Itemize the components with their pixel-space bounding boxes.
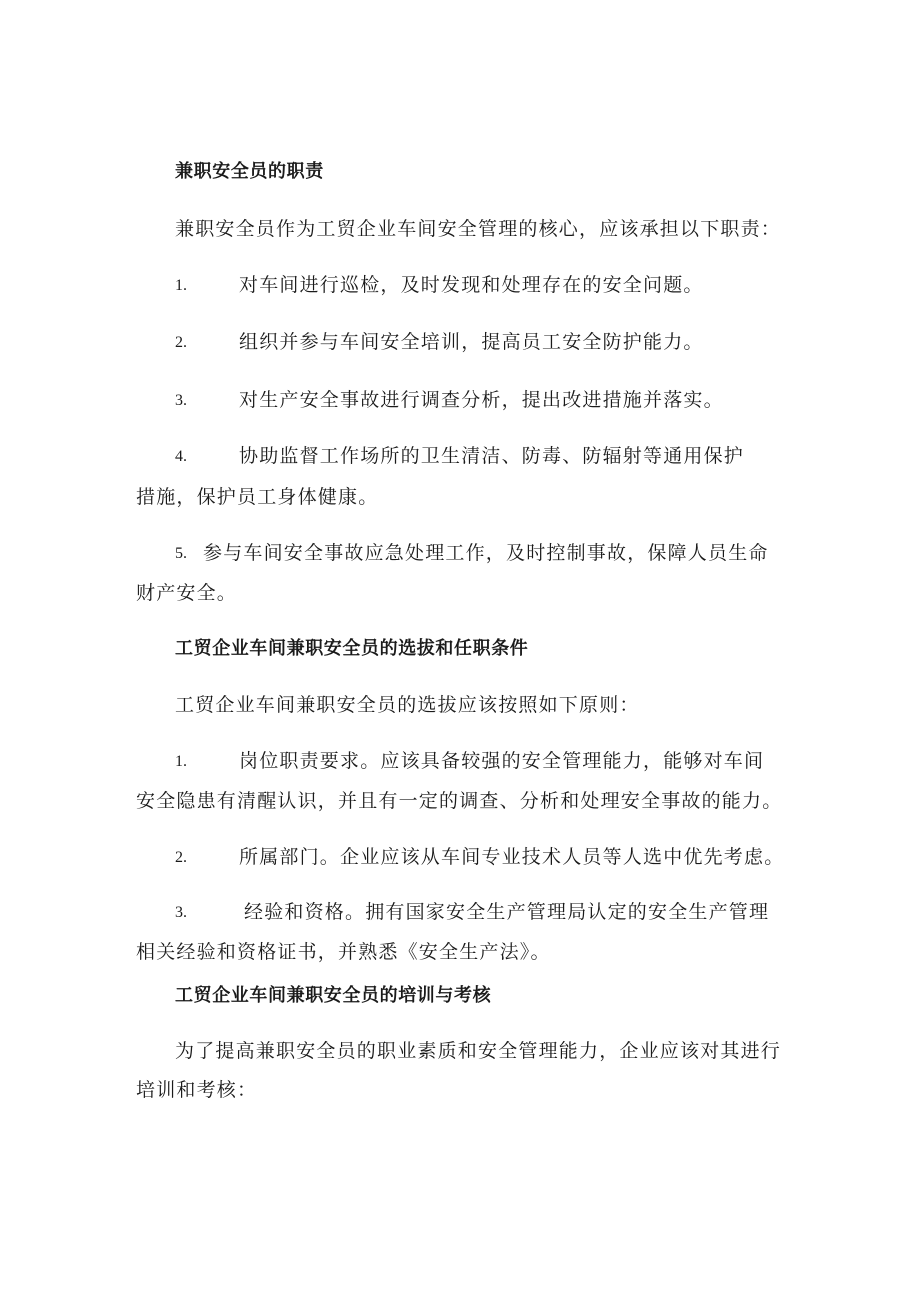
list-item-text: 协助监督工作场所的卫生清洁、防毒、防辐射等通用保护 xyxy=(239,445,745,467)
list-item-number: 4. xyxy=(175,448,187,465)
section-heading-training: 工贸企业车间兼职安全员的培训与考核 xyxy=(175,985,492,1006)
section-intro-selection: 工贸企业车间兼职安全员的选拔应该按照如下原则： xyxy=(175,694,640,716)
list-item-text: 经验和资格。拥有国家安全生产管理局认定的安全生产管理 xyxy=(244,901,770,923)
list-item-number: 1. xyxy=(175,753,187,770)
list-item-text: 组织并参与车间安全培训，提高员工安全防护能力。 xyxy=(239,331,704,353)
section-intro-duties: 兼职安全员作为工贸企业车间安全管理的核心，应该承担以下职责： xyxy=(175,218,782,240)
list-item-text: 所属部门。企业应该从车间专业技术人员等人选中优先考虑。 xyxy=(239,846,785,868)
list-item-text: 对生产安全事故进行调查分析，提出改进措施并落实。 xyxy=(239,389,724,411)
list-item-text: 对车间进行巡检，及时发现和处理存在的安全问题。 xyxy=(239,274,704,296)
list-item-number: 3. xyxy=(175,392,187,409)
list-item-text: 参与车间安全事故应急处理工作，及时控制事故，保障人员生命 xyxy=(203,542,769,564)
list-item-number: 1. xyxy=(175,277,187,294)
list-item-number: 2. xyxy=(175,334,187,351)
list-item-number: 3. xyxy=(175,904,187,921)
section-heading-duties: 兼职安全员的职责 xyxy=(175,161,324,182)
section-intro-training-continued: 培训和考核： xyxy=(136,1079,258,1101)
list-item-text-continued: 财产安全。 xyxy=(136,582,238,604)
list-item-number: 5. xyxy=(175,545,187,562)
list-item-text: 岗位职责要求。应该具备较强的安全管理能力，能够对车间 xyxy=(239,750,765,772)
list-item-text-continued: 措施，保护员工身体健康。 xyxy=(136,486,379,508)
section-intro-training: 为了提高兼职安全员的职业素质和安全管理能力，企业应该对其进行 xyxy=(175,1040,782,1062)
list-item-number: 2. xyxy=(175,849,187,866)
section-heading-selection: 工贸企业车间兼职安全员的选拔和任职条件 xyxy=(175,638,529,659)
list-item-text-continued: 相关经验和资格证书，并熟悉《安全生产法》。 xyxy=(136,941,551,963)
list-item-text-continued: 安全隐患有清醒认识，并且有一定的调查、分析和处理安全事故的能力。 xyxy=(136,790,783,812)
